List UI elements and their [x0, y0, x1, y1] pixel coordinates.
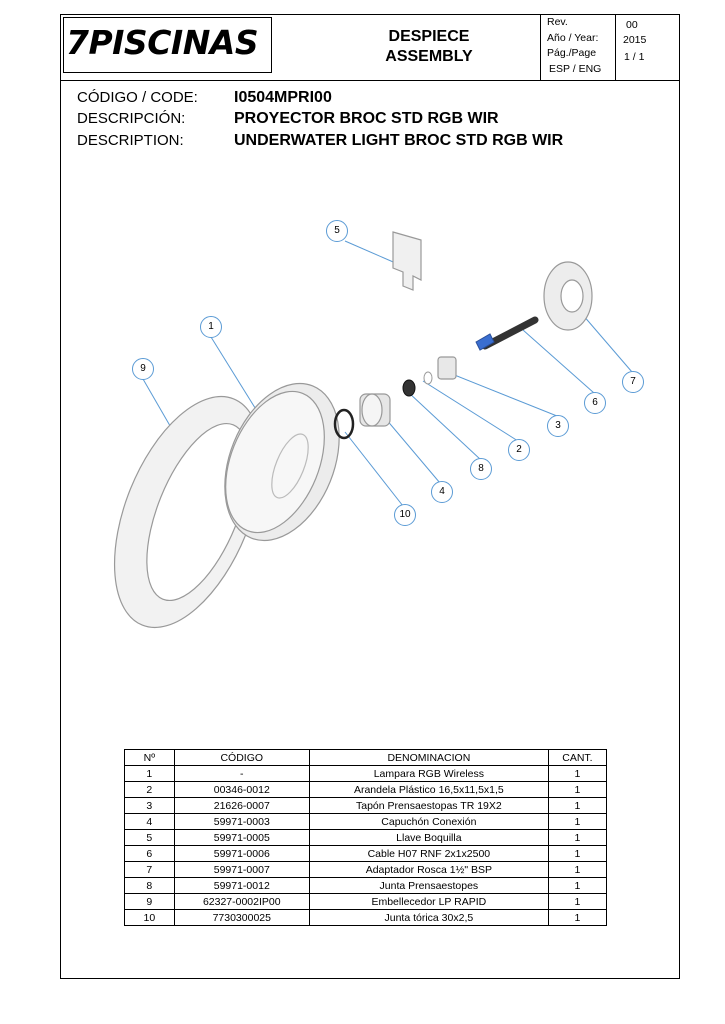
leader-6	[523, 330, 594, 393]
cell-name: Embellecedor LP RAPID	[309, 894, 548, 910]
cell-number: 4	[125, 814, 175, 830]
table-row	[125, 862, 607, 878]
cell-qty: 1	[548, 766, 606, 782]
cell-qty: 1	[548, 798, 606, 814]
parts-table	[124, 749, 607, 926]
cell-qty: 1	[548, 894, 606, 910]
leader-10	[345, 432, 403, 506]
cell-name: Capuchón Conexión	[309, 814, 548, 830]
table-row	[125, 878, 607, 894]
cell-name: Arandela Plástico 16,5x11,5x1,5	[309, 782, 548, 798]
callout-6: 6	[584, 392, 606, 414]
cell-name: Lampara RGB Wireless	[309, 766, 548, 782]
title-despiece: DESPIECE	[388, 28, 470, 45]
rev-value: 00	[626, 19, 638, 31]
cell-code: 7730300025	[174, 910, 309, 926]
part-3-gland-cap	[438, 357, 456, 379]
cell-code: -	[174, 766, 309, 782]
desc-en-label: DESCRIPTION:	[77, 132, 184, 149]
cell-qty: 1	[548, 862, 606, 878]
cell-code: 00346-0012	[174, 782, 309, 798]
cell-code: 62327-0002IP00	[174, 894, 309, 910]
cell-number: 2	[125, 782, 175, 798]
table-row	[125, 782, 607, 798]
cell-number: 7	[125, 862, 175, 878]
code-label: CÓDIGO / CODE:	[77, 89, 198, 106]
rev-label: Rev.	[547, 16, 568, 28]
callout-3: 3	[547, 415, 569, 437]
cell-code: 59971-0007	[174, 862, 309, 878]
cell-name: Tapón Prensaestopas TR 19X2	[309, 798, 548, 814]
callout-5: 5	[326, 220, 348, 242]
cell-qty: 1	[548, 830, 606, 846]
cell-code: 59971-0006	[174, 846, 309, 862]
callout-2: 2	[508, 439, 530, 461]
col-header-name: DENOMINACION	[309, 750, 548, 766]
cell-number: 1	[125, 766, 175, 782]
table-header-row	[125, 750, 607, 766]
cell-qty: 1	[548, 814, 606, 830]
callout-9: 9	[132, 358, 154, 380]
page-label: Pág./Page	[547, 47, 597, 59]
part-2-washer	[424, 372, 432, 384]
cell-code: 59971-0005	[174, 830, 309, 846]
cell-name: Llave Boquilla	[309, 830, 548, 846]
cell-code: 21626-0007	[174, 798, 309, 814]
part-6-cable	[476, 320, 535, 350]
table-row	[125, 830, 607, 846]
cell-code: 59971-0012	[174, 878, 309, 894]
leader-3	[447, 372, 557, 416]
callout-1: 1	[200, 316, 222, 338]
cell-name: Cable H07 RNF 2x1x2500	[309, 846, 548, 862]
table-row	[125, 766, 607, 782]
desc-es-label: DESCRIPCIÓN:	[77, 110, 186, 127]
cell-number: 8	[125, 878, 175, 894]
col-header-code: CÓDIGO	[174, 750, 309, 766]
cell-name: Junta Prensaestopes	[309, 878, 548, 894]
cell-number: 3	[125, 798, 175, 814]
cell-qty: 1	[548, 910, 606, 926]
code-value: I0504MPRI00	[234, 89, 332, 106]
table-row	[125, 846, 607, 862]
cell-number: 6	[125, 846, 175, 862]
cell-code: 59971-0003	[174, 814, 309, 830]
leader-8	[408, 392, 481, 460]
year-value: 2015	[623, 34, 647, 46]
cell-number: 9	[125, 894, 175, 910]
table-row	[125, 814, 607, 830]
callout-4: 4	[431, 481, 453, 503]
part-7-adapter	[544, 262, 592, 330]
leader-2	[423, 381, 518, 441]
cell-qty: 1	[548, 782, 606, 798]
title-assembly: ASSEMBLY	[385, 48, 473, 65]
col-header-qty: CANT.	[548, 750, 606, 766]
cell-qty: 1	[548, 846, 606, 862]
part-5-key	[393, 232, 421, 290]
col-header-number: Nº	[125, 750, 175, 766]
page-value: 1 / 1	[624, 51, 645, 63]
lang-label: ESP / ENG	[549, 63, 602, 75]
year-label: Año / Year:	[547, 32, 599, 44]
logo: 7PISCINAS	[66, 23, 259, 62]
cell-name: Junta tórica 30x2,5	[309, 910, 548, 926]
cell-number: 5	[125, 830, 175, 846]
table-row	[125, 894, 607, 910]
cell-qty: 1	[548, 878, 606, 894]
callout-10: 10	[394, 504, 416, 526]
desc-es-value: PROYECTOR BROC STD RGB WIR	[234, 110, 499, 127]
part-4-cap	[360, 394, 390, 426]
table-row	[125, 910, 607, 926]
cell-number: 10	[125, 910, 175, 926]
part-8-gland-seal	[403, 380, 415, 396]
callout-7: 7	[622, 371, 644, 393]
table-row	[125, 798, 607, 814]
desc-en-value: UNDERWATER LIGHT BROC STD RGB WIR	[234, 132, 564, 149]
cell-name: Adaptador Rosca 1½" BSP	[309, 862, 548, 878]
callout-8: 8	[470, 458, 492, 480]
